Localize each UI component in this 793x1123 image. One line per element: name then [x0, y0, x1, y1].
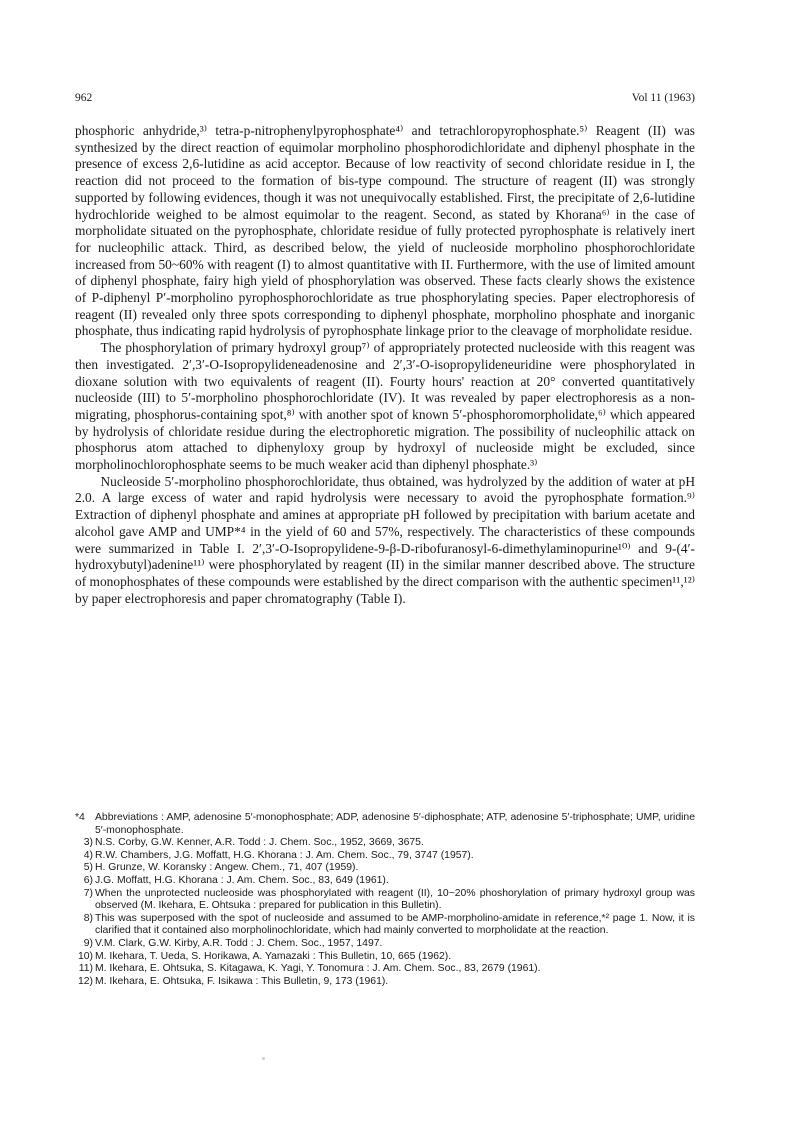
footnotes	[75, 812, 695, 988]
footnote-mark: 11)	[78, 963, 93, 975]
paragraph-hydrolysis: Nucleoside 5′-morpholino phosphorochloridate, thus obtained, was hydrolyzed by the addition of water at pH 2.0. A large excess of water and rapid hydrolysis were necessary to avoid the pyrophosphate formation.⁹⁾ Extraction of diphenyl phosphate and amines at appropriate pH followed by precipitation with barium acetate and alcohol gave AMP and UMP*⁴ in the yield of 60 and 57%, respectively. The characteristics of these compounds were summarized in Table I. 2′,3′-O-Isopropylidene-9-β-D-ribofuranosyl-6-dimethylaminopurine¹⁰⁾ and 9-(4′-hydroxybutyl)adenine¹¹⁾ were phosphorylated by reagent (II) in the similar manner described above. The structure of monophosphates of these compounds were established by the direct comparison with the authentic specimen¹¹,¹²⁾ by paper electrophoresis and paper chromatography (Table I).	[75, 473, 695, 606]
footnote-text: Abbreviations : AMP, adenosine 5′-monophosphate; ADP, adenosine 5′-diphosphate; ATP, adenosine 5′-triphosphate; UMP, uridine 5′-monophosphate.	[95, 812, 695, 836]
footnote-mark: 12)	[77, 975, 93, 987]
paragraph-phosphorylation: The phosphorylation of primary hydroxyl group⁷⁾ of appropriately protected nucleoside with this reagent was then investigated. 2′,3′-O-Isopropylideneadenosine and 2′,3′-O-isopropylideneuridine were phosphorylated in dioxane solution with two equivalents of reagent (II). Fourty hours' reaction at 20° converted quantitatively nucleoside (III) to 5′-morpholino phosphorochloridate (IV). It was revealed by paper electrophoresis as a non-migrating, phosphorus-containing spot,⁸⁾ with another spot of known 5′-phosphoromorpholidate,⁶⁾ which appeared by hydrolysis of chloridate residue during the electrophoretic migration. The possibility of nucleophilic attack on phosphorus atom attached to diphenyloxy group by hydroxyl of nucleoside might be excluded, since morpholinochlorophosphate seems to be much weaker acid than diphenyl phosphate.³⁾	[75, 340, 695, 473]
footnote-mark: 7)	[83, 887, 93, 899]
running-header	[75, 92, 695, 108]
footnote-4	[75, 850, 695, 863]
footnote-text: N.S. Corby, G.W. Kenner, A.R. Todd : J. Chem. Soc., 1952, 3669, 3675.	[95, 837, 424, 849]
footnote-9	[75, 938, 695, 951]
footnote-mark: 3)	[83, 837, 93, 849]
footnote-mark: 5)	[83, 862, 93, 874]
volume-info: Vol 11 (1963)	[631, 92, 695, 104]
footnote-text: M. Ikehara, E. Ohtsuka, S. Kitagawa, K. Yagi, Y. Tonomura : J. Am. Chem. Soc., 83, 2679 (1961).	[95, 963, 541, 975]
article-body	[75, 123, 695, 607]
footnote-mark: 4)	[83, 849, 93, 861]
footnote-text: J.G. Moffatt, H.G. Khorana : J. Am. Chem. Soc., 83, 649 (1961).	[95, 874, 389, 886]
footnote-text: This was superposed with the spot of nucleoside and assumed to be AMP-morpholino-amidate in reference,*² page 1. Now, it is clarified that it contained also morpholinochloridate, which had mainly converted to morpholidate at the reaction.	[95, 912, 695, 937]
footnote-mark: 8)	[83, 912, 93, 924]
footnote-text: H. Grunze, W. Koransky : Angew. Chem., 71, 407 (1959).	[95, 862, 359, 874]
paragraph-reagent-structure: phosphoric anhydride,³⁾ tetra-p-nitrophenylpyrophosphate⁴⁾ and tetrachloropyrophosphate.⁵⁾ Reagent (II) was synthesized by the direct reaction of equimolar morpholino phosphorodichloridate and diphenyl phosphate in the presence of excess 2,6-lutidine as acid acceptor. Because of low reactivity of second chloridate residue in I, the reaction did not proceed to the formation of bis-type compound. The structure of reagent (II) was strongly supported by following evidences, though it was not unequivocally established. First, the precipitate of 2,6-lutidine hydrochloride weighed to be almost equimolar to the reagent. Second, as stated by Khorana⁶⁾ in the case of morpholidate situated on the pyrophosphate, chloridate residue of fully protected pyrophosphate is relatively inert for nucleophilic attack. Third, as described below, the yield of nucleoside morpholino phosphorochloridate increased from 50~60% with reagent (I) to almost quantitative with II. Furthermore, with the use of limited amount of diphenyl phosphate, fairy high yield of phosphorylation was observed. These facts clearly shows the existence of P-diphenyl P′-morpholino pyrophosphorochloridate as true phosphorylating species. Paper electrophoresis of reagent (II) revealed only three spots corresponding to diphenyl phosphate, morpholino phosphate and inorganic phosphate, thus indicating rapid hydrolysis of pyrophosphate linkage prior to the cleavage of morpholidate residue.	[75, 123, 695, 339]
footnote-abbreviations	[75, 812, 695, 837]
footnote-mark: 10)	[77, 950, 93, 962]
footnote-8	[75, 913, 695, 938]
footnote-text: M. Ikehara, E. Ohtsuka, F. Isikawa : This Bulletin, 9, 173 (1961).	[95, 975, 389, 987]
footnote-mark: 6)	[83, 874, 93, 886]
footnote-7	[75, 888, 695, 913]
footnote-text: When the unprotected nucleoside was phosphorylated with reagent (II), 10~20% phoshorylation of primary hydroxyl group was observed (M. Ikehara, E. Ohtsuka : prepared for publication in this Bulletin).	[95, 887, 695, 912]
footnote-mark: *4	[75, 812, 85, 823]
footnote-10	[75, 951, 695, 964]
footnote-3	[75, 837, 695, 850]
footnote-mark: 9)	[83, 937, 93, 949]
footnote-text: M. Ikehara, T. Ueda, S. Horikawa, A. Yamazaki : This Bulletin, 10, 665 (1962).	[95, 950, 452, 962]
footnote-11	[75, 963, 695, 976]
footnote-5	[75, 862, 695, 875]
footnote-text: R.W. Chambers, J.G. Moffatt, H.G. Khorana : J. Am. Chem. Soc., 79, 3747 (1957).	[95, 849, 474, 861]
scan-speck	[262, 1057, 265, 1060]
footnote-6	[75, 875, 695, 888]
page-number: 962	[75, 92, 93, 104]
footnote-text: V.M. Clark, G.W. Kirby, A.R. Todd : J. Chem. Soc., 1957, 1497.	[95, 937, 383, 949]
footnote-12	[75, 976, 695, 989]
